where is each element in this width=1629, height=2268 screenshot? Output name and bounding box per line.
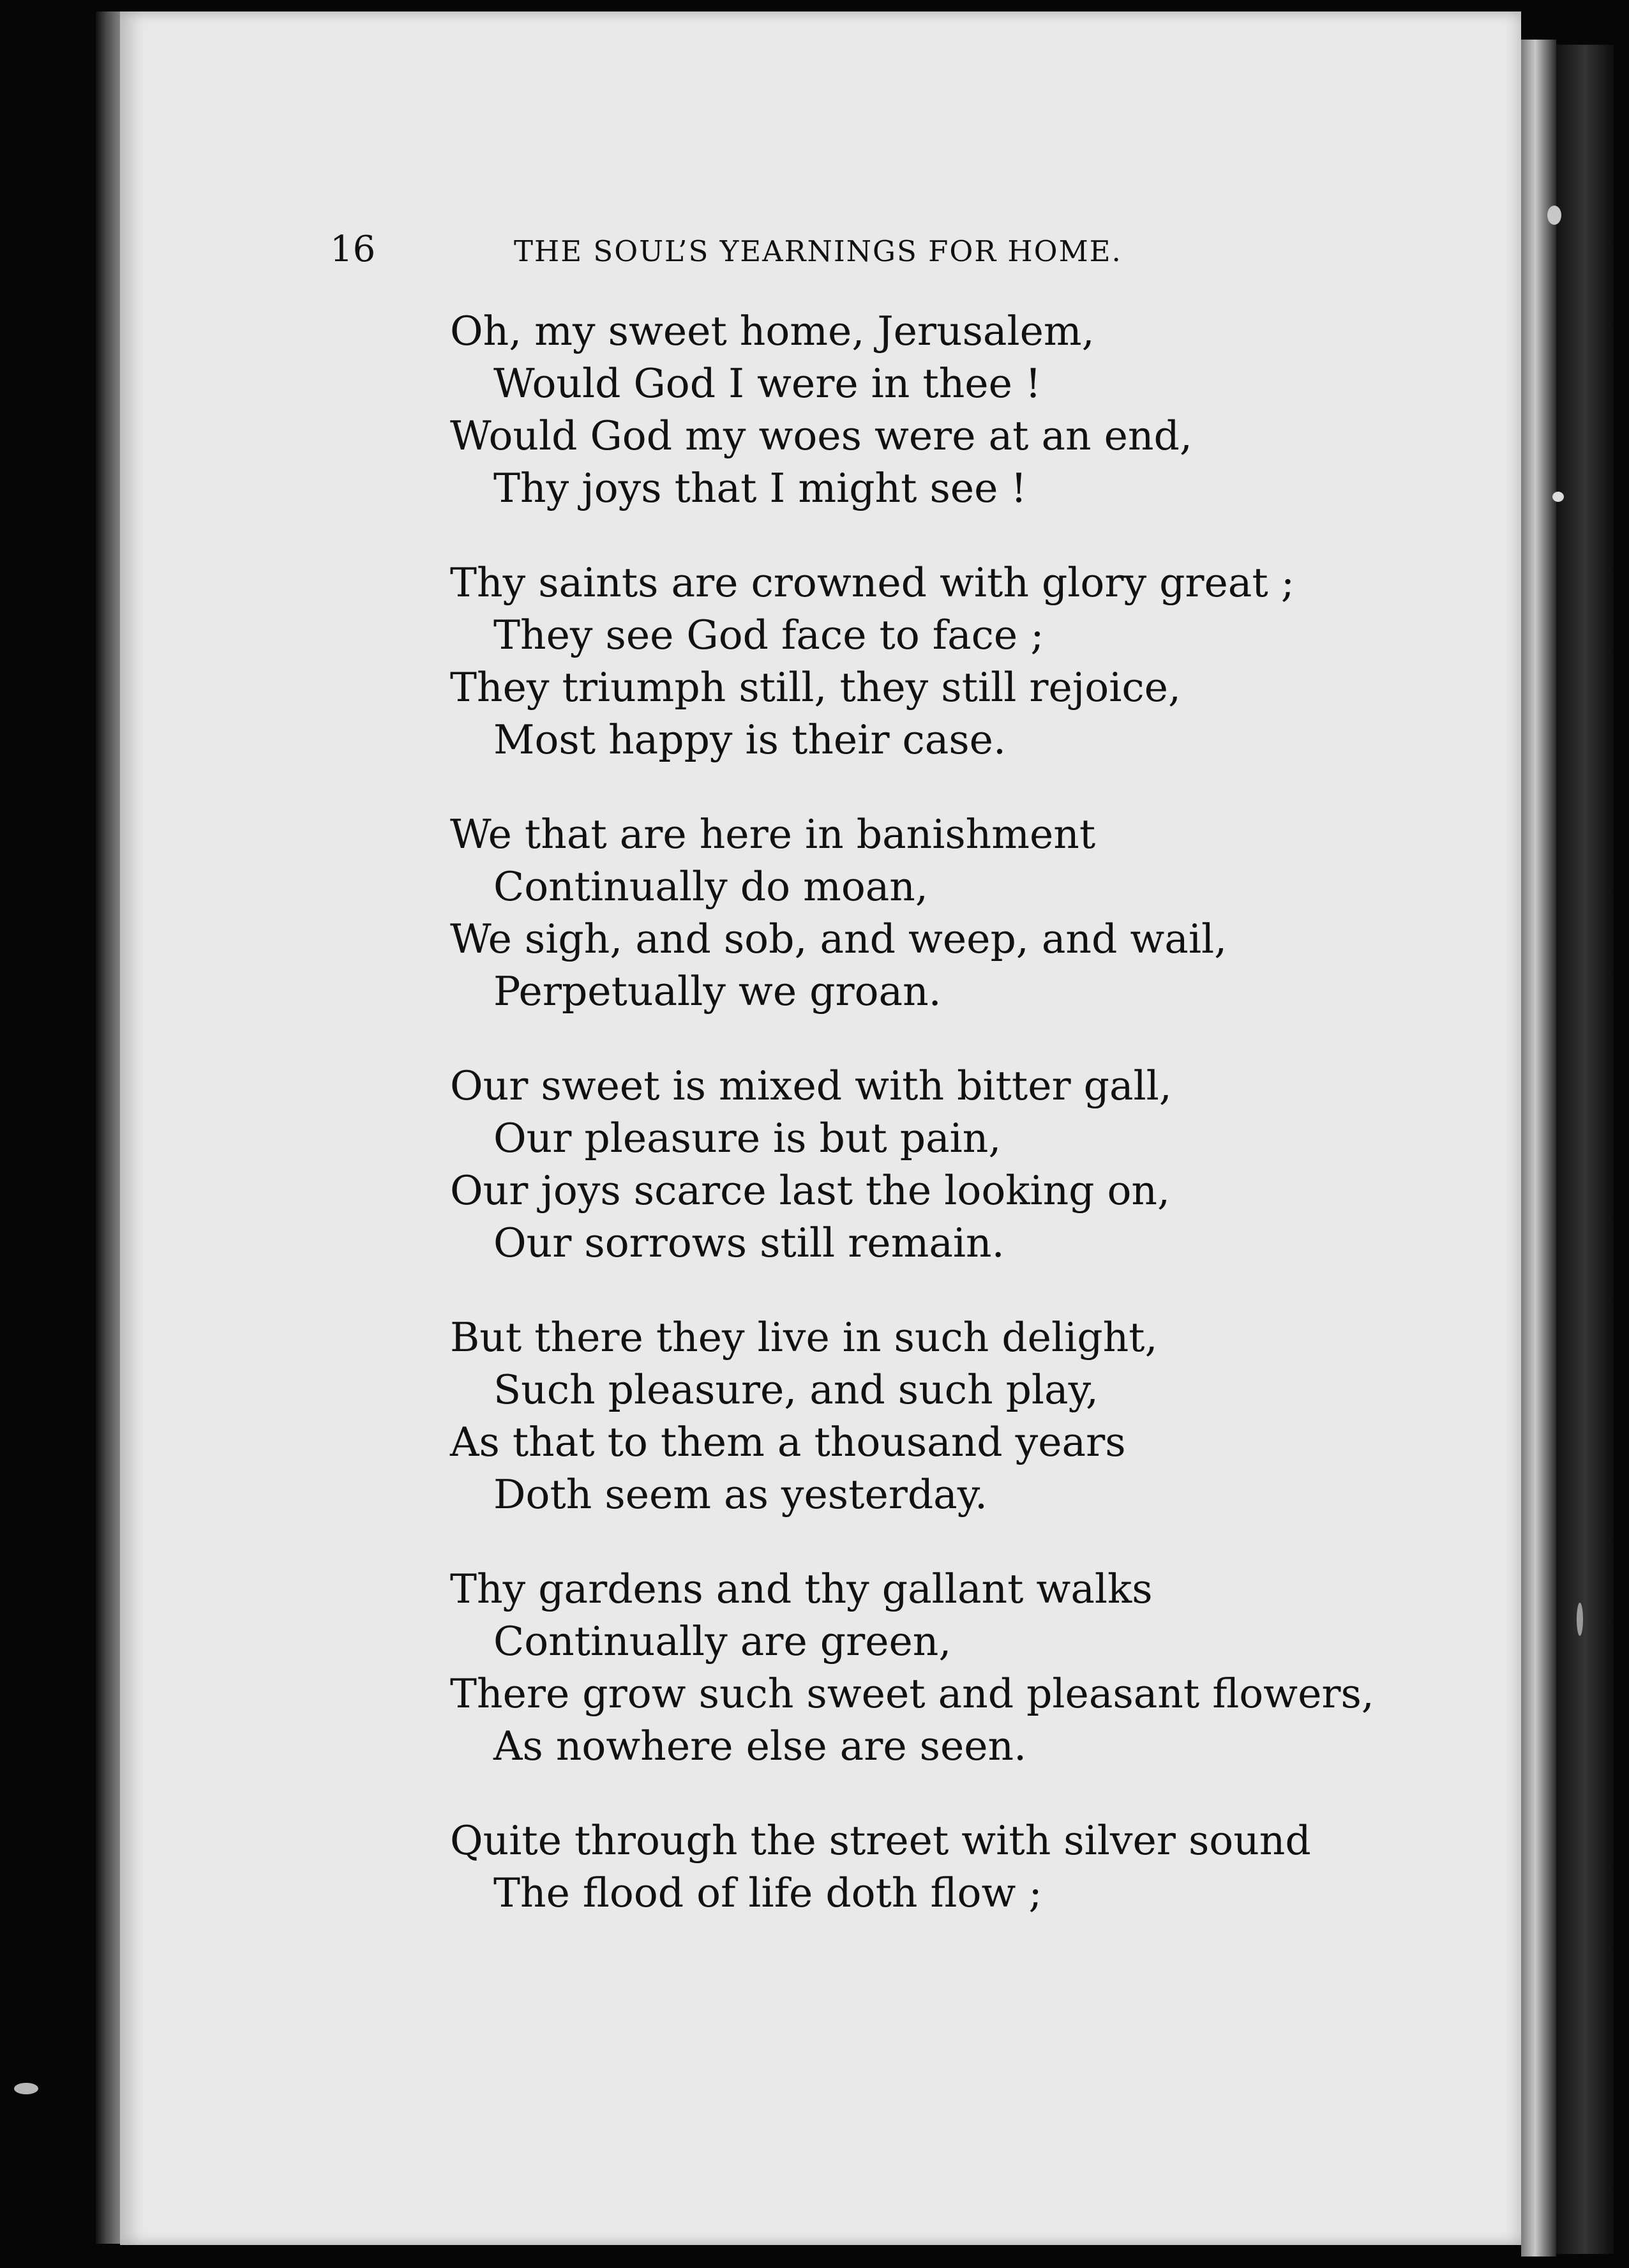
stanza (450, 1060, 1267, 1269)
poem-line: Our pleasure is but pain, (493, 1115, 1002, 1161)
page-number: 16 (330, 229, 376, 270)
poem-text (450, 305, 1374, 1919)
poem-line: They see God face to face ; (493, 612, 1044, 658)
scan-speck (1547, 206, 1561, 225)
binding-shadow (96, 11, 123, 2244)
poem-line: We sigh, and sob, and weep, and wail, (450, 916, 1227, 962)
poem-line: Doth seem as yesterday. (493, 1471, 987, 1518)
poem-line: Would God my woes were at an end, (450, 412, 1192, 459)
scan-speck (1577, 1603, 1583, 1636)
poem-line: As nowhere else are seen. (493, 1723, 1027, 1769)
stanza (450, 808, 1267, 1018)
poem-line: The flood of life doth flow ; (493, 1870, 1042, 1916)
scan-speck (14, 2083, 38, 2094)
poem-line: Our sweet is mixed with bitter gall, (450, 1062, 1172, 1109)
stanza (450, 305, 1267, 515)
poem-line: But there they live in such delight, (450, 1314, 1158, 1361)
poem-line: Such pleasure, and such play, (493, 1366, 1099, 1413)
poem-line: Continually do moan, (493, 863, 928, 910)
poem-line: Perpetually we groan. (493, 968, 942, 1015)
poem-line: Our sorrows still remain. (493, 1220, 1005, 1266)
book-outer-edge (1556, 45, 1614, 2254)
poem-line: Most happy is their case. (493, 716, 1006, 763)
stanza (450, 1815, 1311, 1919)
poem-line: Would God I were in thee ! (493, 360, 1042, 407)
poem-line: As that to them a thousand years (450, 1419, 1126, 1465)
stanza (450, 557, 1295, 766)
poem-line: Oh, my sweet home, Jerusalem, (450, 308, 1095, 354)
poem-line: We that are here in banishment (450, 811, 1096, 858)
poem-line: They triumph still, they still rejoice, (450, 664, 1181, 711)
poem-line: Thy gardens and thy gallant walks (450, 1566, 1153, 1612)
poem-line: Continually are green, (493, 1618, 952, 1665)
poem-line: Thy saints are crowned with glory great ; (450, 559, 1295, 606)
page-edge (1521, 40, 1556, 2257)
poem-line: Thy joys that I might see ! (493, 465, 1027, 511)
poem-line: Quite through the street with silver sound (450, 1817, 1311, 1864)
stanza (450, 1312, 1267, 1521)
poem-line: There grow such sweet and pleasant flowers, (450, 1670, 1374, 1717)
running-title: THE SOUL’S YEARNINGS FOR HOME. (514, 234, 1122, 268)
poem-line: Our joys scarce last the looking on, (450, 1167, 1171, 1214)
scan-speck (1552, 492, 1564, 502)
stanza (450, 1563, 1374, 1773)
